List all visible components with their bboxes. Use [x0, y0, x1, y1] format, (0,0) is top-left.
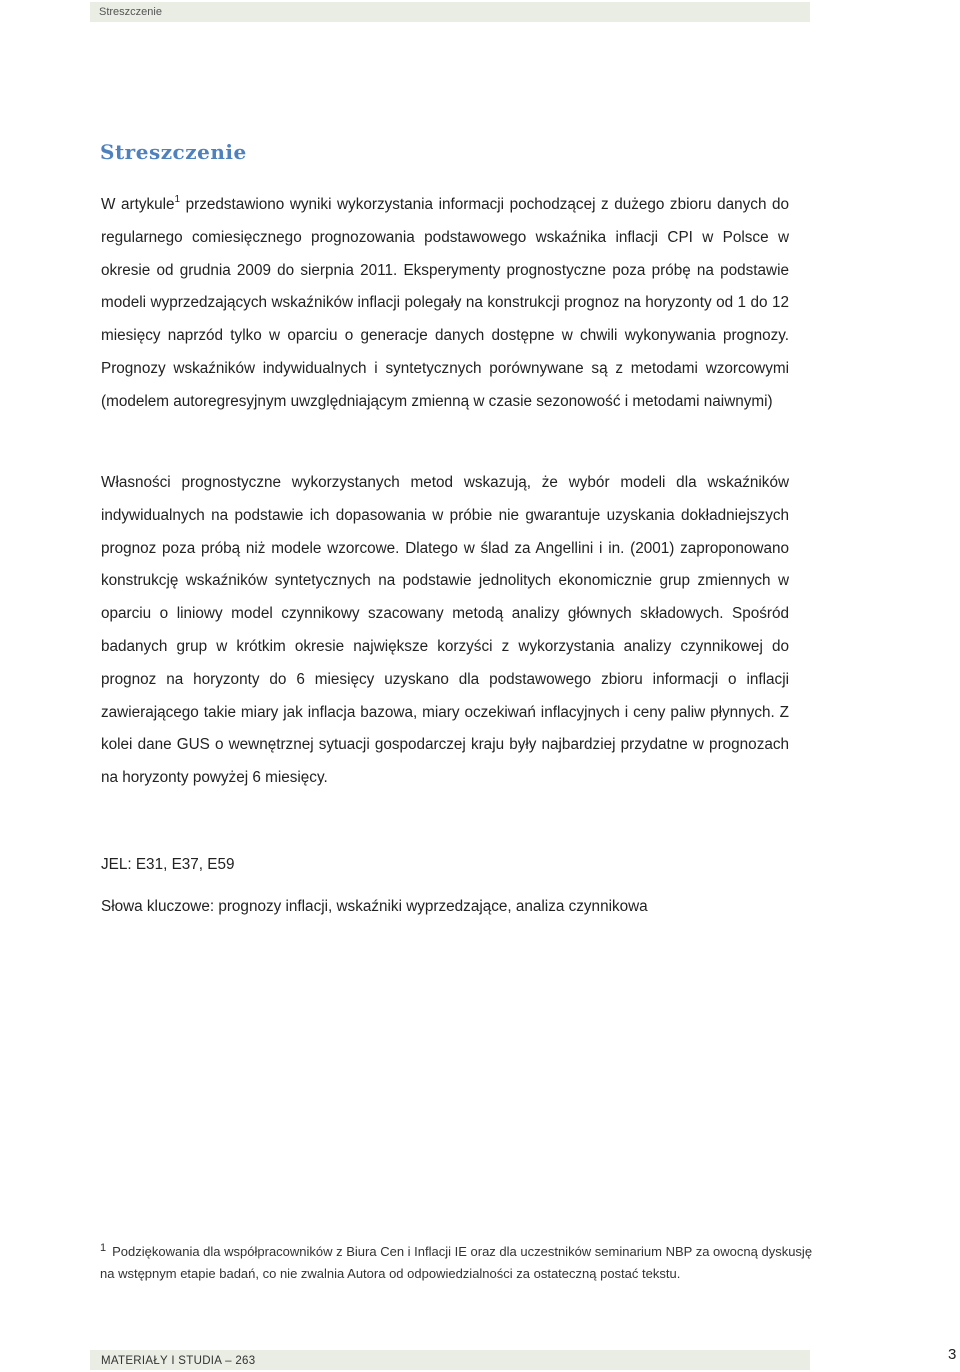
running-header-title: Streszczenie: [99, 6, 162, 18]
paragraph-1-lead: W artykule: [101, 196, 175, 213]
running-header: [90, 2, 810, 22]
paragraph-1-body: przedstawiono wyniki wykorzystania informacji pochodzącej z dużego zbioru danych do regularnego comiesięcznego prognozowania podstawowego wskaźnika inflacji CPI w Polsce w okresie od grudnia 2009 do sierpnia 2011. Eksperymenty prognostyczne poza próbę na podstawie modeli wyprzedzających wskaźników inflacji polegały na konstrukcji prognoz na horyzonty od 1 do 12 miesięcy naprzód tylko w oparciu o generacje danych dostępne w chwili wykonywania prognozy. Prognozy wskaźników indywidualnych i syntetycznych porównywane są z metodami wzorcowymi (modelem autoregresyjnym uwzględniającym zmienną w czasie sezonowość i metodami naiwnymi): [101, 196, 789, 410]
footnote: [100, 1237, 820, 1285]
keywords: Słowa kluczowe: prognozy inflacji, wskaźniki wyprzedzające, analiza czynnikowa: [101, 898, 648, 915]
footnote-number: 1: [100, 1242, 107, 1254]
footer-series-label: MATERIAŁY I STUDIA – 263: [101, 1355, 256, 1367]
section-title: Streszczenie: [100, 140, 247, 164]
footnote-reference[interactable]: 1: [174, 194, 181, 205]
footer-bar: [90, 1350, 810, 1370]
page-number: 3: [948, 1346, 957, 1363]
jel-codes: JEL: E31, E37, E59: [101, 856, 235, 873]
footnote-text: Podziękowania dla współpracowników z Biura Cen i Inflacji IE oraz dla uczestników seminarium NBP za owocną dyskusję na wstępnym etapie badań, co nie zwalnia Autora od odpowiedzialności za ostateczną postać tekstu.: [100, 1244, 813, 1281]
abstract-paragraph-2: Własności prognostyczne wykorzystanych metod wskazują, że wybór modeli dla wskaźników indywidualnych na podstawie ich dopasowania w próbie nie gwarantuje uzyskania dokładniejszych prognoz poza próbą niż modele wzorcowe. Dlatego w ślad za Angellini i in. (2001) zaproponowano konstrukcję wskaźników syntetycznych na podstawie jednolitych ekonomicznie grup zmiennych w oparciu o liniowy model czynnikowy szacowany metodą analizy głównych składowych. Spośród badanych grup w krótkim okresie największe korzyści z wykorzystania analizy czynnikowej do prognoz na horyzonty do 6 miesięcy uzyskano dla podstawowego zbioru informacji o inflacji zawierającego takie miary jak inflacja bazowa, miary oczekiwań inflacyjnych i ceny paliw płynnych. Z kolei dane GUS o wewnętrznej sytuacji gospodarczej kraju były najbardziej przydatne w prognozach na horyzonty powyżej 6 miesięcy.: [101, 474, 789, 787]
abstract-paragraph-1: [101, 189, 789, 419]
